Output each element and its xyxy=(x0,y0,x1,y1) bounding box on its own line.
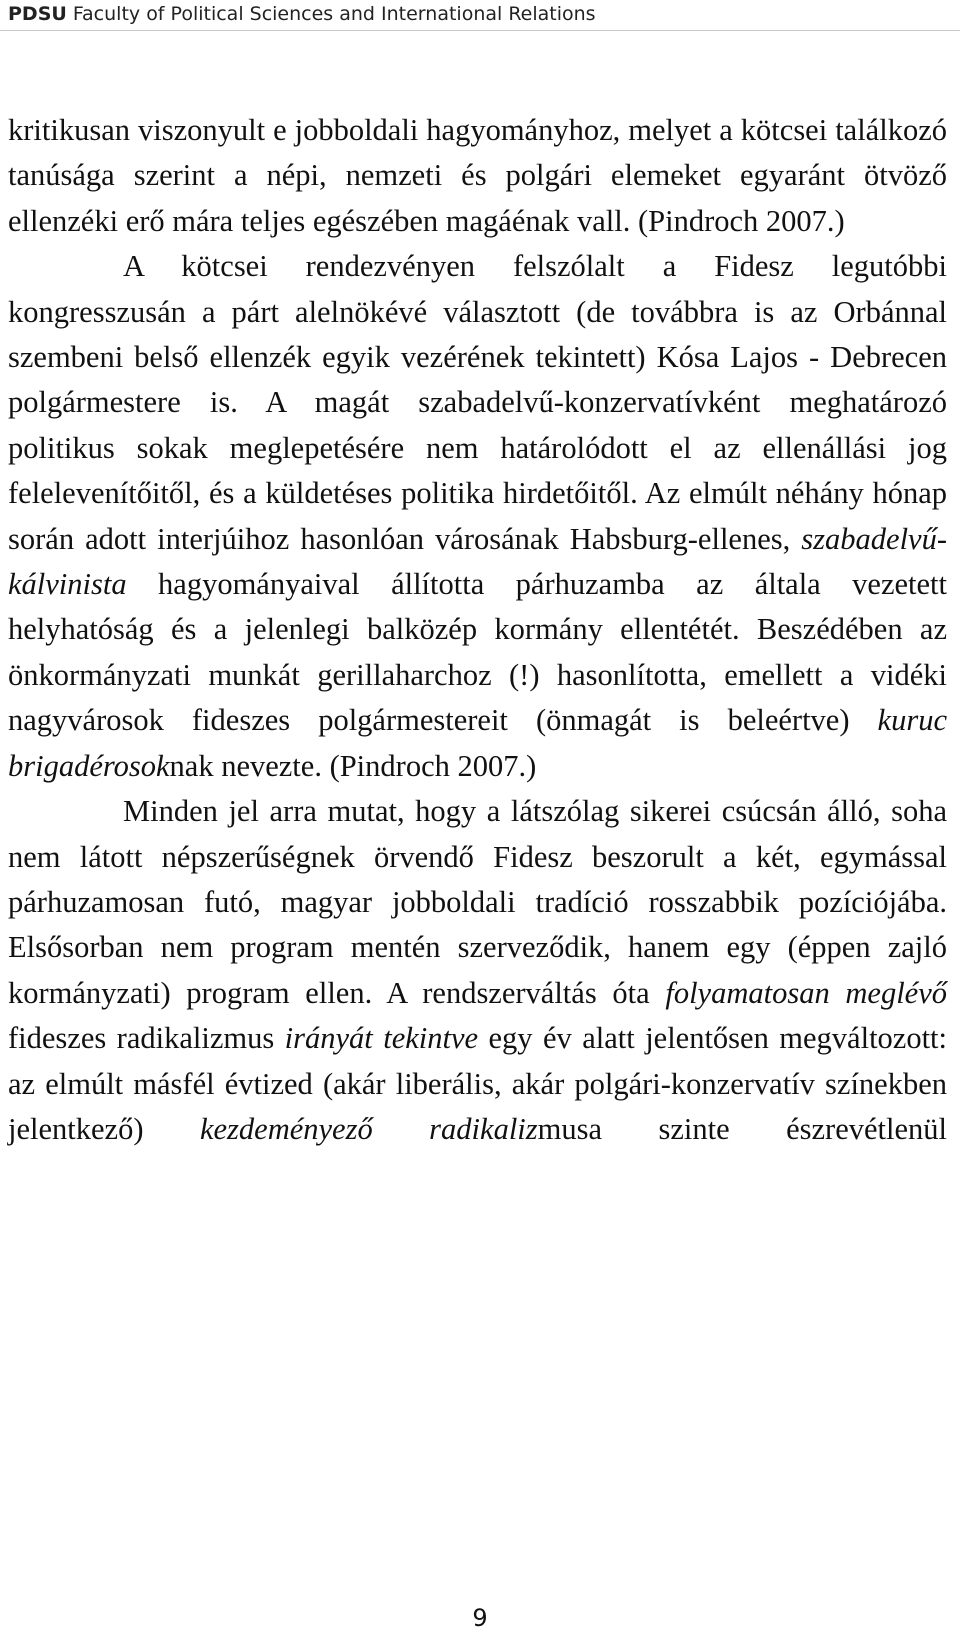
italic-text: szabadelvű-kálvinista xyxy=(8,521,947,602)
paragraph-2 xyxy=(8,244,947,789)
header-title: Faculty of Political Sciences and International Relations xyxy=(72,3,596,25)
page-number: 9 xyxy=(472,1604,488,1632)
header-text xyxy=(8,3,596,25)
paragraph-3 xyxy=(8,789,947,1152)
text-segment: musa szinte észrevétlenül xyxy=(537,1111,948,1146)
italic-text: irányát tekintve xyxy=(284,1021,479,1056)
italic-text: kezdeményező radikaliz xyxy=(199,1111,538,1146)
italic-text: kuruc brigadérosok xyxy=(8,703,947,783)
italic-text: folyamatosan meglévő xyxy=(665,975,948,1010)
text-segment: egy év alatt jelentősen megváltozott: az elmúlt másfél évtized (akár liberális, akár polgári-konzervatív színekben jelentkező) xyxy=(8,1021,947,1146)
text-segment: nak nevezte. (Pindroch 2007.) xyxy=(169,748,537,783)
text-segment: kritikusan viszonyult e jobboldali hagyományhoz, melyet a kötcsei találkozó tanúsága szerint a népi, nemzeti és polgári elemeket egyaránt ötvöző ellenzéki erő mára teljes egészében magáénak vall. (Pindroch 2007.) xyxy=(8,113,947,238)
document-body xyxy=(8,108,947,1152)
text-segment: A kötcsei rendezvényen felszólalt a Fidesz legutóbbi kongresszusán a párt alelnökévé választott (de továbbra is az Orbánnal szembeni belső ellenzék egyik vezérének tekintett) Kósa Lajos - Debrecen polgármestere is. A magát szabadelvű-konzervatívként meghatározó politikus sokak meglepetésére nem határolódott el az ellenállási jog felelevenítőitől, és a küldetéses politika hirdetőitől. Az elmúlt néhány hónap során adott interjúihoz hasonlóan városának Habsburg-ellenes, xyxy=(8,249,947,556)
text-segment: Minden jel arra mutat, hogy a látszólag sikerei csúcsán álló, soha nem látott népszerűségnek örvendő Fidesz beszorult a két, egymással párhuzamosan futó, magyar jobboldali tradíció rosszabbik pozíciójába. Elsősorban nem program mentén szerveződik, hanem egy (éppen zajló kormányzati) program ellen. A rendszerváltás óta xyxy=(8,794,947,1010)
page-header xyxy=(0,0,960,31)
paragraph-1 xyxy=(8,108,947,244)
header-abbr: PDSU xyxy=(8,3,67,25)
text-segment: fideszes radikalizmus xyxy=(8,1021,285,1056)
text-segment: hagyományaival állította párhuzamba az általa vezetett helyhatóság és a jelenlegi balközép kormány ellentétét. Beszédében az önkormányzati munkát gerillaharchoz (!) hasonlította, emellett a vidéki nagyvárosok fideszes polgármestereit (önmagát is beleértve) xyxy=(8,567,947,738)
